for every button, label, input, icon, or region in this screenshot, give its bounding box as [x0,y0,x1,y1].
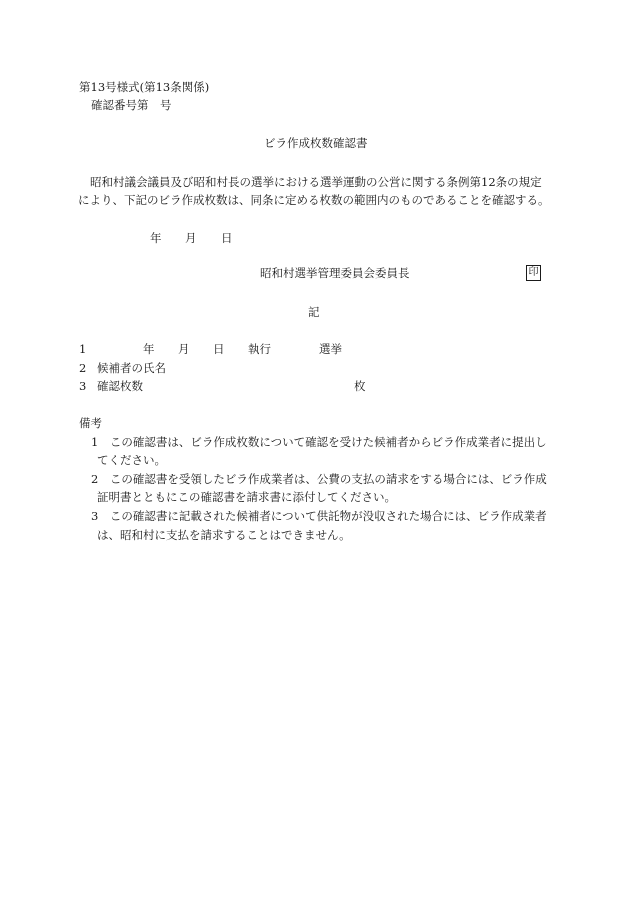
issuer-title: 昭和村選挙管理委員会委員長 [260,266,410,280]
body-text-line-1: 昭和村議会議員及び昭和村長の選挙における選挙運動の公営に関する条例第12条の規定 [90,175,542,189]
date-day: 日 [221,231,233,245]
remark-3-line-2: は、昭和村に支払を請求することはできません。 [97,528,351,542]
ki-heading: 記 [308,305,320,319]
form-number: 第13号様式(第13条関係) [79,80,210,94]
item-1-month: 月 [178,342,190,356]
item-2-number: 2 [79,361,87,375]
remark-1-line-2: てください。 [97,453,166,467]
seal-mark: 印 [526,265,541,281]
item-1-number: 1 [79,342,87,356]
item-1-day: 日 [213,342,225,356]
date-month: 月 [185,231,197,245]
remark-2-line-2: 証明書とともにこの確認書を請求書に添付してください。 [97,490,396,504]
confirmation-number: 確認番号第 号 [91,98,172,112]
document-title: ビラ作成枚数確認書 [264,136,368,150]
item-3-label: 確認枚数 [97,379,143,393]
remark-2-line-1: 2 この確認書を受領したビラ作成業者は、公費の支払の請求をする場合には、ビラ作成 [91,472,547,486]
item-1-election: 選挙 [319,342,342,356]
remark-3-line-1: 3 この確認書に記載された候補者について供託物が没収された場合には、ビラ作成業者 [91,509,547,523]
date-year: 年 [150,231,162,245]
item-3-unit: 枚 [354,379,366,393]
item-2-label: 候補者の氏名 [97,361,166,375]
remark-1-line-1: 1 この確認書は、ビラ作成枚数について確認を受けた候補者からビラ作成業者に提出し [91,435,547,449]
item-3-number: 3 [79,379,87,393]
item-1-year: 年 [143,342,155,356]
remarks-heading: 備考 [79,416,102,430]
item-1-execution: 執行 [248,342,271,356]
body-text-line-2: により、下記のビラ作成枚数は、同条に定める枚数の範囲内のものであることを確認する。 [78,193,550,207]
